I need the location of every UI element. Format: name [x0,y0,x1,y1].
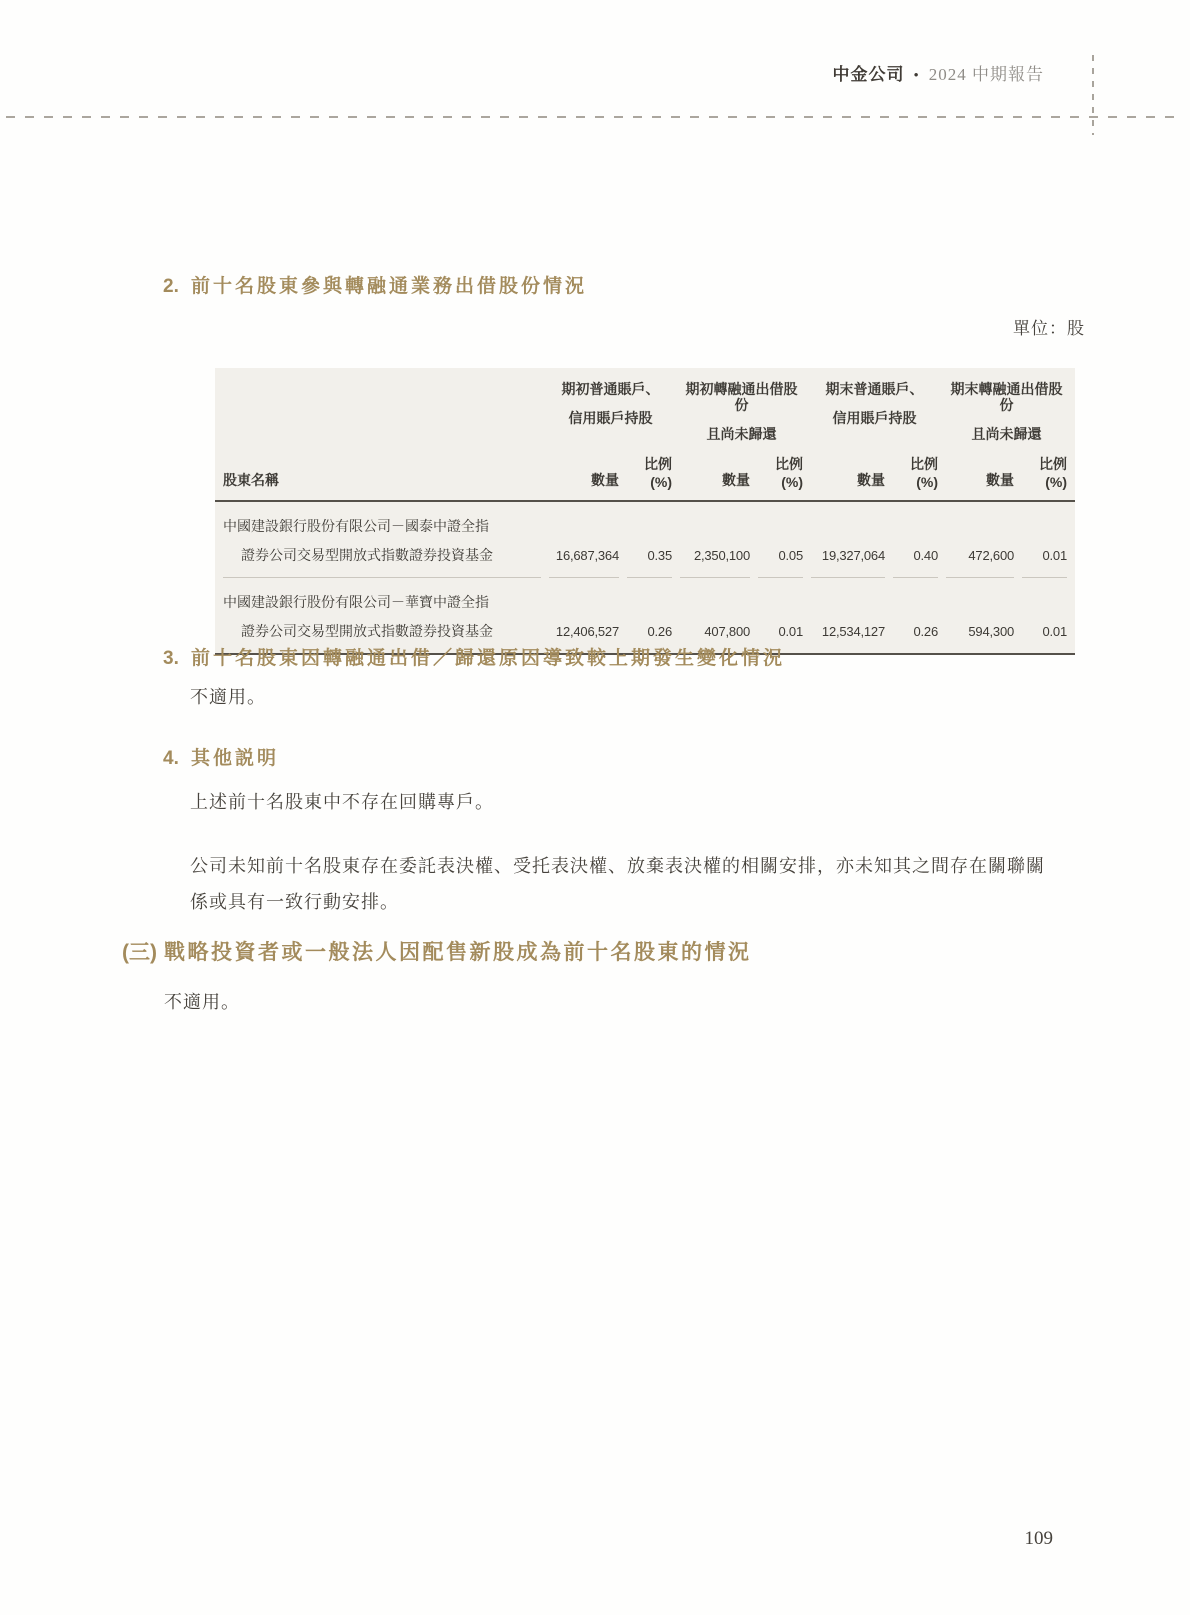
section-three-heading [122,936,752,966]
group-header-opening-accounts: 期初普通賬戶、 信用賬戶持股 [561,381,660,426]
company-name: 中金公司 [832,65,905,84]
table-cell: 2,350,100 [680,502,750,578]
section-2-heading [163,271,587,298]
column-header-ratio: 比例(%) [1039,456,1067,490]
column-header-qty: 數量 [722,472,750,488]
table-cell: 0.01 [1022,502,1067,578]
section-4-number: 4. [163,748,179,769]
table-cell: 407,800 [704,624,750,639]
running-header [832,60,1044,85]
table-cell: 0.35 [627,502,672,578]
table-cell: 0.26 [647,624,672,639]
section-2-number: 2. [163,276,179,297]
shareholder-name-cell: 中國建設銀行股份有限公司－國泰中證全指 證券公司交易型開放式指數證券投資基金 [223,502,541,578]
section-three-number: (三) [122,941,157,964]
bullet-separator: • [913,68,920,84]
section-3-title: 前十名股東因轉融通出借／歸還原因導致較上期發生變化情況 [191,648,786,669]
table-group-header-row [223,368,1067,443]
table-cell: 19,327,064 [811,502,885,578]
table-body [215,502,1075,653]
empty-cell [223,368,541,443]
table-cell: 12,534,127 [821,624,885,639]
table-row [223,502,1067,578]
shareholder-name-cell: 中國建設銀行股份有限公司－華寶中證全指 證券公司交易型開放式指數證券投資基金 [223,594,493,639]
section-4-paragraph-1: 上述前十名股東中不存在回購專戶。 [190,792,494,812]
column-header-ratio: 比例(%) [644,456,672,490]
table-cell: 0.01 [1042,624,1067,639]
page-number: 109 [1024,1528,1053,1549]
table-cell: 16,687,364 [549,502,619,578]
vertical-dashed-line [1092,55,1094,135]
section-3-body: 不適用。 [190,687,266,707]
section-three-body: 不適用。 [164,992,240,1012]
table-cell: 0.05 [758,502,803,578]
table-cell: 594,300 [968,624,1014,639]
table-header [215,368,1075,502]
table-row [223,578,1067,653]
table-cell: 472,600 [946,502,1014,578]
table-subheader-row [223,443,1067,500]
group-header-closing-lent: 期末轉融通出借股份 且尚未歸還 [950,381,1063,442]
table-cell: 0.40 [893,502,938,578]
unit-label: 單位：股 [1013,319,1085,338]
table-cell: 12,406,527 [555,624,619,639]
section-4-heading [163,743,279,770]
table-cell: 0.26 [913,624,938,639]
table-cell: 0.01 [778,624,803,639]
column-header-qty: 數量 [591,472,619,488]
column-header-qty: 數量 [986,472,1014,488]
column-header-ratio: 比例(%) [775,456,803,490]
section-4-paragraph-2: 公司未知前十名股東存在委託表決權、受托表決權、放棄表決權的相關安排，亦未知其之間存在關聯關係或具有一致行動安排。 [190,856,1045,912]
section-4-title: 其他説明 [191,748,280,769]
section-three-title: 戰略投資者或一般法人因配售新股成為前十名股東的情況 [164,941,752,964]
column-header-ratio: 比例(%) [910,456,938,490]
horizontal-dashed-rule [6,116,1184,118]
group-header-opening-lent: 期初轉融通出借股份 且尚未歸還 [685,381,798,442]
section-3-number: 3. [163,648,179,669]
report-title: 2024 中期報告 [928,65,1044,84]
section-3-heading [163,643,785,670]
section-2-title: 前十名股東參與轉融通業務出借股份情況 [191,276,588,297]
column-header-qty: 數量 [857,472,885,488]
group-header-closing-accounts: 期末普通賬戶、 信用賬戶持股 [825,381,924,426]
column-header-shareholder-name: 股東名稱 [223,472,279,488]
shareholder-lending-table [215,368,1075,655]
